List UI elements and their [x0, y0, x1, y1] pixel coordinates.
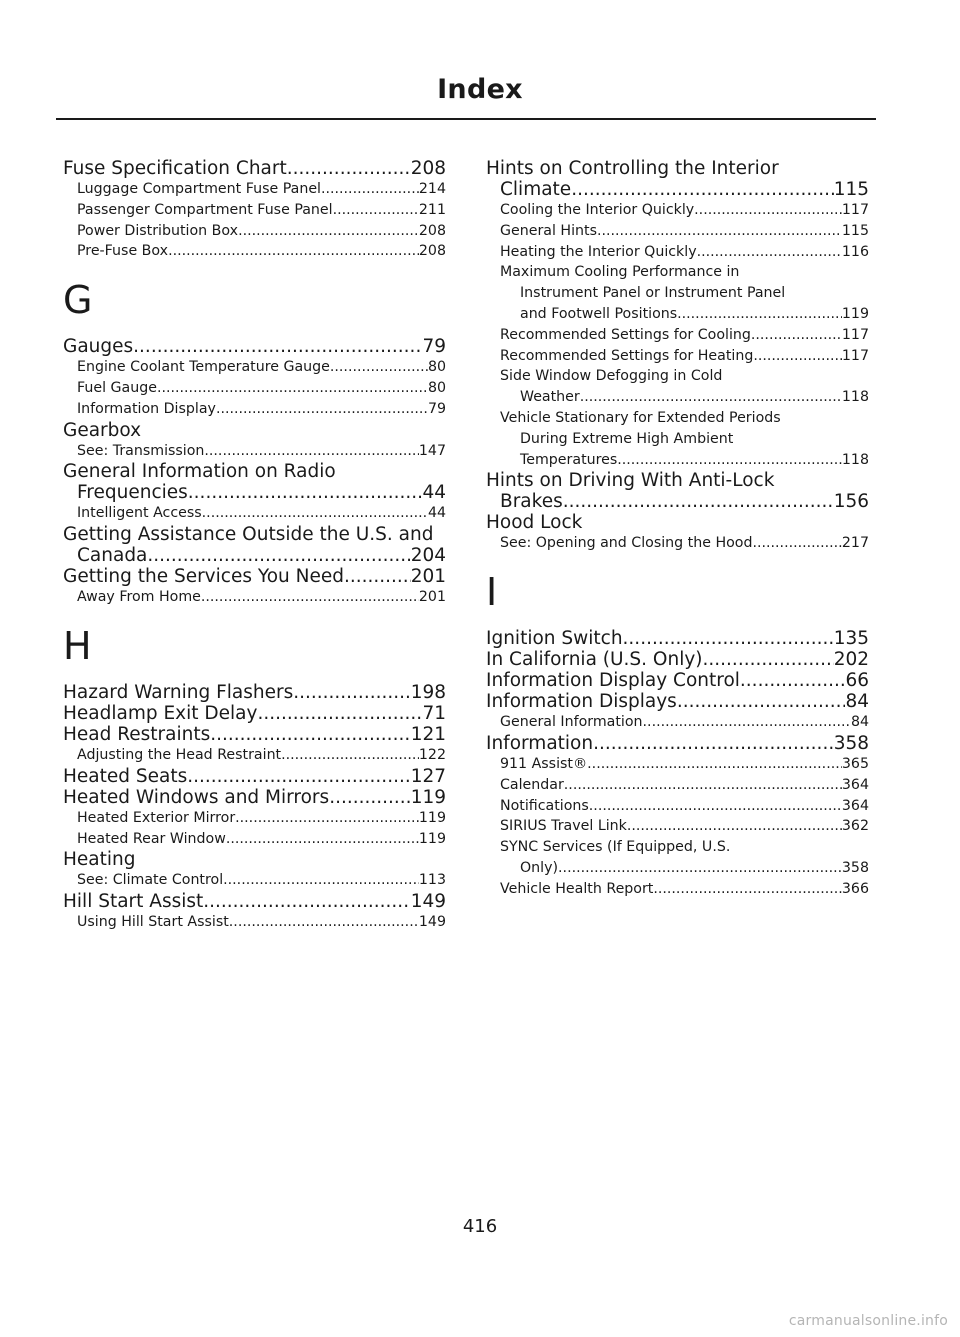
index-entry[interactable]: Headlamp Exit Delay ..... 71 [63, 703, 446, 724]
index-entry[interactable]: Information Display Control ..... 66 [486, 670, 869, 691]
index-heading: Gearbox [63, 419, 142, 441]
index-entry[interactable]: Heated Windows and Mirrors ..... 119 [63, 787, 446, 808]
index-subentry[interactable]: SIRIUS Travel Link ..... 362 [486, 816, 869, 837]
index-subentry[interactable]: Information Display ..... 79 [63, 399, 446, 420]
index-subentry[interactable]: General Hints ..... 115 [486, 221, 869, 242]
index-entry[interactable]: Heated Seats ..... 127 [63, 766, 446, 787]
index-heading: Heating [63, 849, 136, 871]
index-subentry[interactable]: Notifications ..... 364 [486, 796, 869, 817]
index-subentry[interactable]: Using Hill Start Assist ..... 149 [63, 912, 446, 933]
index-subentry[interactable]: Adjusting the Head Restraint ..... 122 [63, 745, 446, 766]
index-subentry[interactable]: SYNC Services (If Equipped, U.S. Only) ..... 358 [486, 837, 869, 879]
index-subentry[interactable]: Intelligent Access ..... 44 [63, 503, 446, 524]
index-subentry[interactable]: Heating the Interior Quickly ..... 116 [486, 242, 869, 263]
watermark: carmanualsonline.info [788, 1313, 948, 1329]
index-subentry[interactable]: Side Window Defogging in Cold Weather ..... 118 [486, 366, 869, 408]
page-title: Index [437, 74, 523, 105]
index-subentry[interactable]: Recommended Settings for Cooling ..... 117 [486, 325, 869, 346]
index-heading: Hood Lock [486, 512, 583, 534]
section-letter-h: H [63, 623, 92, 668]
index-entry[interactable]: Ignition Switch ..... 135 [486, 628, 869, 649]
index-entry[interactable]: Head Restraints ..... 121 [63, 724, 446, 745]
index-subentry[interactable]: Engine Coolant Temperature Gauge ..... 80 [63, 357, 446, 378]
index-column-right [486, 158, 869, 900]
index-subentry[interactable]: Heated Rear Window ..... 119 [63, 829, 446, 850]
index-subentry[interactable]: Vehicle Health Report ..... 366 [486, 879, 869, 900]
index-subentry[interactable]: See: Transmission ..... 147 [63, 441, 446, 462]
index-entry[interactable]: Hill Start Assist ..... 149 [63, 891, 446, 912]
index-entry[interactable]: Information Displays ..... 84 [486, 691, 869, 712]
index-entry[interactable]: Fuse Specification Chart ..... 208 [63, 158, 446, 179]
index-subentry[interactable]: See: Climate Control ..... 113 [63, 870, 446, 891]
index-subentry[interactable]: Vehicle Stationary for Extended Periods During Extreme High Ambient Temperatures ..... 118 [486, 408, 869, 470]
index-entry[interactable]: Getting the Services You Need ..... 201 [63, 566, 446, 587]
index-entry[interactable]: Hints on Driving With Anti-Lock Brakes ..... 156 [486, 470, 869, 512]
index-subentry[interactable]: Cooling the Interior Quickly ..... 117 [486, 200, 869, 221]
index-subentry[interactable]: Away From Home ..... 201 [63, 587, 446, 608]
index-subentry[interactable]: Fuel Gauge ..... 80 [63, 378, 446, 399]
index-entry[interactable]: Getting Assistance Outside the U.S. and Canada ..... 204 [63, 524, 446, 566]
index-subentry[interactable]: See: Opening and Closing the Hood ..... 217 [486, 533, 869, 554]
index-subentry[interactable]: Pre-Fuse Box ..... 208 [63, 241, 446, 262]
index-subentry[interactable]: Passenger Compartment Fuse Panel ..... 211 [63, 200, 446, 221]
index-column-left [63, 158, 446, 933]
index-subentry[interactable]: Calendar ..... 364 [486, 775, 869, 796]
index-entry[interactable]: Hints on Controlling the Interior Climate ..... 115 [486, 158, 869, 200]
section-letter-i: I [486, 570, 498, 615]
index-entry[interactable]: Hazard Warning Flashers ..... 198 [63, 682, 446, 703]
index-subentry[interactable]: Luggage Compartment Fuse Panel ..... 214 [63, 179, 446, 200]
index-subentry[interactable]: Power Distribution Box ..... 208 [63, 221, 446, 242]
index-subentry[interactable]: 911 Assist® ..... 365 [486, 754, 869, 775]
index-subentry[interactable]: Maximum Cooling Performance in Instrument Panel or Instrument Panel and Footwell Positions ..... 119 [486, 262, 869, 324]
index-entry[interactable]: Gauges ..... 79 [63, 336, 446, 357]
header-rule [56, 118, 876, 120]
index-entry[interactable]: Information ..... 358 [486, 733, 869, 754]
section-letter-g: G [63, 278, 93, 323]
index-subentry[interactable]: Recommended Settings for Heating ..... 117 [486, 346, 869, 367]
index-subentry[interactable]: Heated Exterior Mirror ..... 119 [63, 808, 446, 829]
page-number: 416 [462, 1216, 498, 1237]
index-subentry[interactable]: General Information ..... 84 [486, 712, 869, 733]
index-entry[interactable]: In California (U.S. Only) ..... 202 [486, 649, 869, 670]
index-entry[interactable]: General Information on Radio Frequencies ..... 44 [63, 461, 446, 503]
